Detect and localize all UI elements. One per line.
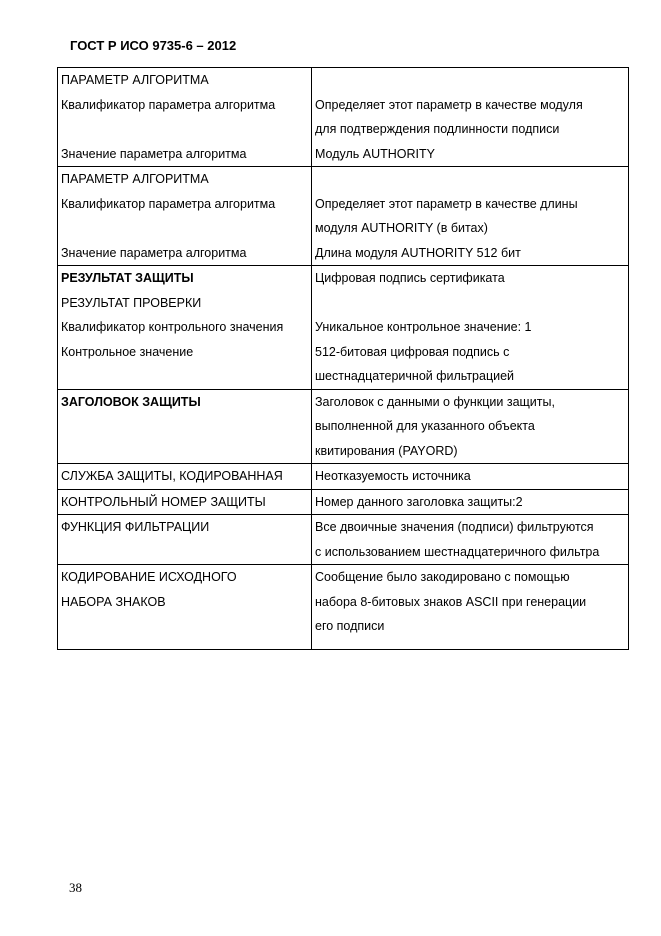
cell-line: Номер данного заголовка защиты:2 [315,494,523,509]
table-row [58,515,629,565]
cell-padding [315,639,625,649]
table-row [58,68,629,167]
cell-line [61,117,308,142]
cell-line [315,167,625,192]
table-row [58,266,629,390]
cell-line: с использованием шестнадцатеричного фильтра [315,544,600,559]
cell-line: СЛУЖБА ЗАЩИТЫ, КОДИРОВАННАЯ [61,469,283,483]
field-name-cell [58,167,312,266]
field-name-cell [58,68,312,167]
cell-line: Квалификатор параметра алгоритма [61,196,276,211]
cell-line: Все двоичные значения (подписи) фильтруются [315,520,594,534]
cell-line [61,414,308,439]
cell-line [61,540,308,565]
cell-line: выполненной для указанного объекта [315,419,535,433]
cell-line: Квалификатор параметра алгоритма [61,97,276,112]
cell-line [61,614,308,639]
cell-line: его подписи [315,619,385,633]
cell-line: набора 8-битовых знаков ASCII при генерации [315,594,587,609]
field-name-cell [58,266,312,390]
cell-line [61,364,308,389]
cell-line: Неотказуемость источника [315,469,471,483]
field-description-cell [312,515,629,565]
cell-line: РЕЗУЛЬТАТ ПРОВЕРКИ [61,295,202,310]
cell-line: ПАРАМЕТР АЛГОРИТМА [61,73,209,87]
field-name-cell [58,565,312,650]
document-code: ГОСТ Р ИСО 9735-6 – 2012 [70,38,237,53]
cell-line [61,216,308,241]
cell-line: РЕЗУЛЬТАТ ЗАЩИТЫ [61,271,194,285]
table-row [58,464,629,490]
cell-line: Определяет этот параметр в качестве модуля [315,97,583,112]
page-number: 38 [69,880,82,895]
cell-line: ПАРАМЕТР АЛГОРИТМА [61,172,209,186]
field-name-cell [58,515,312,565]
cell-line: Цифровая подпись сертификата [315,271,505,285]
field-description-cell [312,464,629,490]
cell-line: Модуль AUTHORITY [315,146,436,161]
cell-padding [61,639,308,649]
field-description-cell [312,565,629,650]
cell-line [61,439,308,464]
cell-line: КОНТРОЛЬНЫЙ НОМЕР ЗАЩИТЫ [61,494,266,509]
cell-line: Значение параметра алгоритма [61,146,247,161]
cell-line: Заголовок с данными о функции защиты, [315,394,555,409]
cell-line: НАБОРА ЗНАКОВ [61,594,166,609]
table-row [58,389,629,464]
cell-line: модуля AUTHORITY (в битах) [315,221,488,235]
cell-line [315,291,625,316]
cell-line: ЗАГОЛОВОК ЗАЩИТЫ [61,394,201,409]
cell-line: Определяет этот параметр в качестве длины [315,196,578,211]
field-description-cell [312,167,629,266]
cell-line: Значение параметра алгоритма [61,245,247,260]
cell-line: Квалификатор контрольного значения [61,320,284,334]
cell-line: квитирования (PAYORD) [315,443,458,458]
table-row [58,489,629,515]
field-description-cell [312,266,629,390]
table-body [58,68,629,650]
field-name-cell [58,489,312,515]
cell-line: Длина модуля AUTHORITY 512 бит [315,245,521,260]
cell-line: 512-битовая цифровая подпись с [315,344,510,359]
field-name-cell [58,389,312,464]
cell-line: Контрольное значение [61,344,194,359]
cell-line: шестнадцатеричной фильтрацией [315,369,515,383]
cell-line [315,68,625,93]
cell-line: КОДИРОВАНИЕ ИСХОДНОГО [61,570,237,584]
field-description-cell [312,389,629,464]
cell-line: Уникальное контрольное значение: 1 [315,320,532,334]
data-table [57,67,629,650]
cell-line: ФУНКЦИЯ ФИЛЬТРАЦИИ [61,520,210,534]
cell-line: для подтверждения подлинности подписи [315,122,560,136]
field-description-cell [312,489,629,515]
field-description-cell [312,68,629,167]
field-name-cell [58,464,312,490]
table-row [58,167,629,266]
cell-line: Сообщение было закодировано с помощью [315,570,570,584]
table-row [58,565,629,650]
